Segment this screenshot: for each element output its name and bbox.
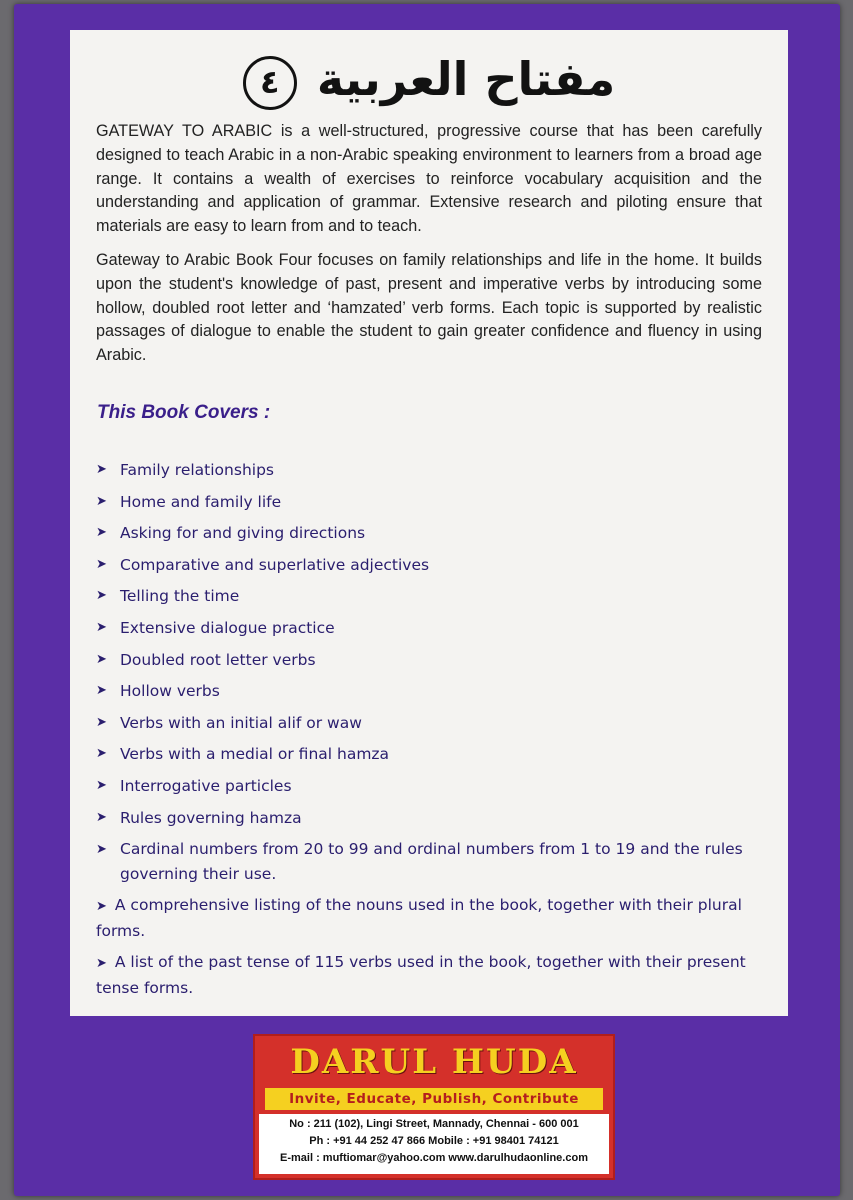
- list-item-text: Home and family life: [120, 492, 282, 511]
- arrow-bullet-icon: ➤: [96, 899, 107, 915]
- title-text: مفتاح العربية: [316, 52, 616, 106]
- list-item: [96, 837, 776, 887]
- list-item-text: A comprehensive listing of the nouns used in the book, together with their plural forms.: [96, 896, 742, 941]
- list-item-text: Verbs with a medial or final hamza: [120, 745, 390, 764]
- book-back-cover: [14, 4, 840, 1196]
- arrow-bullet-icon: ➤: [96, 956, 107, 972]
- list-item: [96, 742, 776, 774]
- list-item-text: Family relationships: [120, 461, 274, 479]
- list-item-text: Interrogative particles: [120, 776, 292, 795]
- list-item: [96, 616, 776, 648]
- list-item: [96, 774, 776, 806]
- list-item-text: Cardinal numbers from 20 to 99 and ordinal numbers from 1 to 19 and the rules governing their use.: [120, 840, 743, 884]
- publisher-phone: Ph : +91 44 252 47 866 Mobile : +91 98401 74121: [309, 1135, 559, 1147]
- publisher-tagline: Invite, Educate, Publish, Contribute: [265, 1088, 603, 1110]
- arrow-bullet-icon: ➤: [96, 493, 107, 509]
- arrow-bullet-icon: ➤: [96, 809, 107, 825]
- intro-paragraph-2: Gateway to Arabic Book Four focuses on family relationships and life in the home. It builds upon the student's knowledge of past, present and imperative verbs by introducing some hollow, doubled root letter and ‘hamzated’ verb forms. Each topic is supported by realistic passages of dialogue to enable the student to gain greater confidence and fluency in using Arabic.: [96, 251, 762, 365]
- list-item-text: Extensive dialogue practice: [120, 618, 335, 637]
- list-item-text: Comparative and superlative adjectives: [120, 555, 430, 574]
- list-item: [96, 893, 776, 944]
- list-item: [96, 806, 776, 838]
- list-item-text: Asking for and giving directions: [120, 524, 366, 543]
- intro-paragraph-1: GATEWAY TO ARABIC is a well-structured, progressive course that has been carefully designed to teach Arabic in a non-Arabic speaking environment to learners from a broad age range. It contains a wealth of exercises to reinforce vocabulary acquisition and the understanding and application of grammar. Extensive research and piloting ensure that materials are easy to learn from and to teach.: [96, 122, 762, 236]
- list-item: [96, 553, 776, 585]
- list-item: [96, 521, 776, 553]
- arrow-bullet-icon: ➤: [96, 588, 107, 604]
- list-item-text: A list of the past tense of 115 verbs used in the book, together with their present tense forms.: [96, 953, 746, 998]
- arrow-bullet-icon: ➤: [96, 651, 107, 667]
- arrow-bullet-icon: ➤: [96, 777, 107, 793]
- list-item: [96, 458, 776, 490]
- list-item: [96, 648, 776, 680]
- arrow-bullet-icon: ➤: [96, 683, 107, 699]
- arabic-title: [70, 44, 788, 114]
- list-item-text: Telling the time: [120, 587, 240, 606]
- list-item: [96, 711, 776, 743]
- covers-list: [96, 458, 776, 1007]
- content-panel: [70, 30, 788, 1016]
- arrow-bullet-icon: ➤: [96, 556, 107, 572]
- arrow-bullet-icon: ➤: [96, 619, 107, 635]
- book-number-badge: ٤: [243, 56, 297, 110]
- publisher-contact: [259, 1114, 609, 1174]
- arrow-bullet-icon: ➤: [96, 525, 107, 541]
- list-item: [96, 950, 776, 1001]
- arrow-bullet-icon: ➤: [96, 746, 107, 762]
- publisher-sticker: [253, 1034, 615, 1180]
- publisher-name: DARUL HUDA: [290, 1042, 578, 1082]
- arrow-bullet-icon: ➤: [96, 842, 107, 858]
- list-item-text: Doubled root letter verbs: [120, 650, 316, 669]
- list-item: [96, 584, 776, 616]
- list-item: [96, 679, 776, 711]
- list-item: [96, 490, 776, 522]
- publisher-email: E-mail : muftiomar@yahoo.com www.darulhudaonline.com: [280, 1152, 588, 1164]
- list-item-text: Rules governing hamza: [120, 808, 302, 827]
- list-item-text: Verbs with an initial alif or waw: [120, 713, 362, 732]
- arrow-bullet-icon: ➤: [96, 714, 107, 730]
- covers-heading: This Book Covers :: [97, 402, 271, 423]
- publisher-address: No : 211 (102), Lingi Street, Mannady, Chennai - 600 001: [289, 1118, 579, 1130]
- arrow-bullet-icon: ➤: [96, 462, 107, 477]
- list-item-text: Hollow verbs: [120, 682, 220, 701]
